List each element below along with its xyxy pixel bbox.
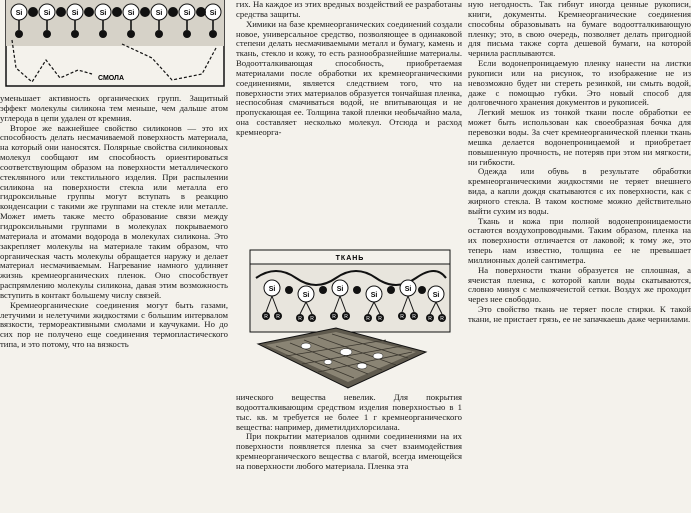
atom-label: Si	[404, 286, 412, 293]
col1-paragraph-1: уменьшает активность органических групп. Защитный эффект молекулы силикона тем меньше, чем дальше атом углерода в цепи удален от кремния.	[0, 93, 228, 123]
atom-label: Si	[209, 10, 217, 17]
col3-paragraph-5: Ткань и кожа при полной водонепроницаемости остаются воздухопроводными. Таким образом, пленка на их поверхности отличается от лаковой; к тому же, это теперь нам известно, толщина ее не превышает миллионных долей сантиметра.	[468, 215, 691, 265]
col2-paragraph-3: нического вещества невелик. Для покрытия водоотталкивающим средством изделия поверхностью в 1 тыс. кв. м требуется не более 1 г кремнеорганического вещества: например, диметилдихлорсилана.	[236, 392, 462, 432]
col3-paragraph-4: Одежда или обувь в результате обработки кремнеорганическими жидкостями не теряет внешнего вида, а капли дождя скатываются с их поверхности, как с жирного стекла. В таком костюме можно действительно выйти сухим из воды.	[468, 166, 691, 216]
radical-label: R	[264, 314, 268, 320]
column-2-top	[236, 0, 462, 138]
atom-label: Si	[71, 10, 79, 17]
fabric-molecule-diagram	[236, 248, 462, 390]
col1-paragraph-2: Второе же важнейшее свойство силиконов — это их способность делать несмачиваемой поверхность материала, на который они наносятся. Полярные свойства силиконовых молекул сообщают им способность ориентироваться соответствующим образом на поверхности металлического стеклянного или текстильного изделия. При распылении силикона на поверхности стекла или металла его гидроксильные группы могут вступать в реакцию конденсации с такими же группами на стекле или металле. Может иметь также место образование связи между гидроксильными группами в молекулах покрываемого материала и атомами водорода в молекулах силикона. Это закрепляет молекулы на материале таким образом, что органическая часть молекулы обращается наружу и делает материал несмачиваемым. Нагревание намного удлиняет жизнь кремнеорганических пленок. Оно способствует распрямлению молекулы силикона, давая этим возможность вступить в контакт большему числу связей.	[0, 122, 228, 300]
col3-paragraph-1: ную негодность. Так гибнут иногда ценные рукописи, книги, документы. Кремнеорганические соединения способны образовывать на бумаге водоотталкивающую пленку; это, в свою очередь, позволяет делать пригодной для письма также сорта дешевой бумаги, на которой чернила расплываются.	[468, 0, 691, 59]
col3-paragraph-2: Если водонепроницаемую пленку нанести на листки рукописи или на рисунок, то изображение не из невозможно будет ни стереть резинкой, ни смыть водой, даже с помощью губки. Это новый способ для долговечного хранения документов и рукописей.	[468, 58, 691, 108]
radical-label: R	[412, 314, 416, 320]
atom-label: Si	[336, 286, 344, 293]
col3-paragraph-7: Это свойство ткань не теряет после стирки. К такой ткани, не пристает грязь, ее не запачкаешь даже чернилами.	[468, 304, 691, 324]
column-1	[0, 94, 228, 350]
resin-molecule-diagram	[2, 0, 228, 88]
fabric-swatch-illustration	[258, 328, 426, 388]
atom-label: Si	[183, 10, 191, 17]
resin-label: СМОЛА	[97, 75, 125, 82]
atom-label: Si	[99, 10, 107, 17]
radical-label: R	[378, 316, 382, 322]
atom-label: Si	[268, 286, 276, 293]
radical-label: R	[440, 316, 444, 322]
col3-paragraph-3: Легкий мешок из тонкой ткани после обработки ее может быть использован как своеобразная бочка для перевозки воды. За счет кремнеорганической пленки ткань мешка делается водонепроницаемой и приобретает повышенную прочность, не потеряв при этом ни мягкости, ни гибкости.	[468, 107, 691, 167]
radical-label: R	[332, 314, 336, 320]
column-2-bottom	[236, 393, 462, 472]
atom-label: Si	[302, 292, 310, 299]
radical-label: R	[298, 316, 302, 322]
resin-diagram-graphic	[2, 0, 228, 88]
radical-label: R	[400, 314, 404, 320]
col2-paragraph-2: Химики на базе кремнеорганических соединений создали новое, универсальное средство, позволяющее в одинаковой степени делать несмачиваемыми металл и бумагу, камень и ткань, стекло и кожу, то есть разнообразнейшие материалы. Водоотталкивающая способность, приобретаемая материалами после обработки их кремнеорганическими соединениями, является следствием того, что на поверхности этих материалов образуется тончайшая пленка, неспособная смачиваться водой, не впитывающая и не пропускающая ее. Толщина такой пленки необычайно мала, она составляет несколько молекул. Отсюда и расход кремнеорга-	[236, 18, 462, 137]
radical-label: R	[310, 316, 314, 322]
col2-paragraph-4: При покрытии материалов одними соединениями на их поверхности появляется пленка за счет взаимодействия кремнеорганического вещества с влагой, всегда имеющейся на поверхности любого материала. Пленка эта	[236, 431, 462, 471]
atom-label: Si	[370, 292, 378, 299]
col2-paragraph-1: гих. На каждое из этих вредных воздействий ее разработаны средства защиты.	[236, 0, 462, 19]
atom-label: Si	[127, 10, 135, 17]
atom-label: Si	[432, 292, 440, 299]
column-3	[468, 0, 691, 325]
radical-label: R	[344, 314, 348, 320]
col3-paragraph-6: На поверхности ткани образуется не сплошная, а ячеистая пленка, с которой капли воды скатываются, словно минуя с мелкоячеистой сетки. Воздух же проходит через нее свободно.	[468, 264, 691, 305]
fabric-diagram-graphic	[236, 248, 462, 390]
radical-label: R	[366, 316, 370, 322]
radical-label: R	[428, 316, 432, 322]
atom-label: Si	[155, 10, 163, 17]
radical-label: R	[276, 314, 280, 320]
col1-paragraph-3: Кремнеорганические соединения могут быть газами, летучими и нелетучими жидкостями с большим интервалом вязкости, термореактивными смолами и каучуками. Но до сих пор не получено еще соединения термопластического типа, и это потому, что на вязкость	[0, 299, 228, 350]
atom-label: Si	[15, 10, 23, 17]
fabric-label: ТКАНЬ	[335, 255, 365, 262]
atom-label: Si	[43, 10, 51, 17]
